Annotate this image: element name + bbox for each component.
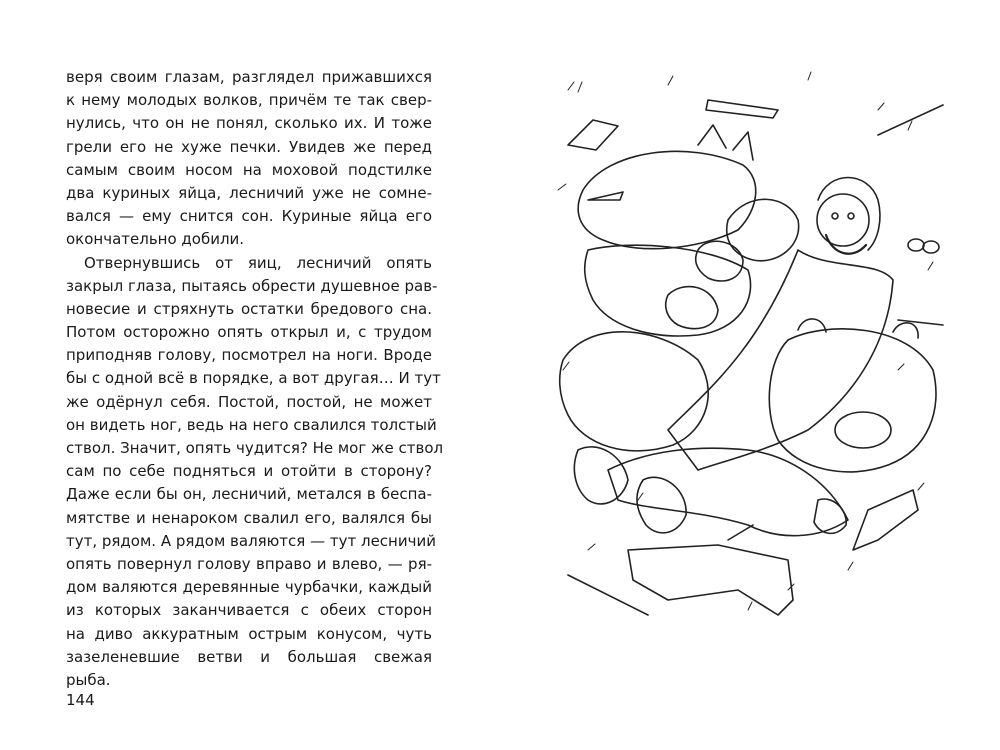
text-line: Потом осторожно опять открыл и, с трудом <box>66 323 432 342</box>
text-line: сам по себе подняться и отойти в сторону? <box>66 462 432 481</box>
text-line: к нему молодых волков, причём те так свер- <box>66 91 432 110</box>
text-line: из которых заканчивается с обеих сторон <box>66 601 432 620</box>
egg <box>923 241 939 253</box>
page-number: 144 <box>66 691 95 709</box>
wolf-body <box>560 332 708 451</box>
text-line: бы с одной всё в порядке, а вот другая… И тут <box>66 369 441 388</box>
egg <box>908 239 924 251</box>
text-line: веря своим глазам, разглядел прижавшихся <box>66 68 432 86</box>
stick <box>728 525 753 540</box>
stick <box>588 192 623 200</box>
bear <box>769 329 936 472</box>
text-line: же одёрнул себя. Постой, постой, не может <box>66 392 432 411</box>
text-line: вался — ему снится сон. Куриные яйца его <box>66 207 432 226</box>
text-line: на диво аккуратным острым конусом, чуть <box>66 624 432 643</box>
text-line: новесие и стряхнуть остатки бредового сна. <box>66 299 432 318</box>
text-line: грели его не хуже печки. Увидев же перед <box>66 137 432 156</box>
stick <box>568 120 618 150</box>
text-line: закрыл глаза, пытаясь обрести душевное рав- <box>66 276 438 295</box>
log <box>628 545 793 615</box>
forester-with-wolves-and-bear-illustration <box>548 70 948 630</box>
text-line: Даже если бы он, лесничий, метался в беспа- <box>66 485 432 504</box>
text-line: рыба. <box>66 670 111 689</box>
stick <box>878 105 943 135</box>
text-line: дом валяются деревянные чурбачки, каждый <box>66 578 432 597</box>
text-line: опять повернул голову вправо и влево, — ря- <box>66 554 432 573</box>
body-text <box>66 66 444 692</box>
wolf-body <box>585 245 751 336</box>
log <box>853 490 918 550</box>
forester-head <box>817 194 869 246</box>
boot <box>574 447 628 504</box>
text-line: два куриных яйца, лесничий уже не сомне- <box>66 183 432 202</box>
text-line: самым своим носом на моховой подстилке <box>66 160 432 179</box>
text-line: Отвернувшись от яиц, лесничий опять <box>84 253 432 272</box>
wolf-cub <box>696 241 743 281</box>
text-line: приподняв голову, посмотрел на ноги. Вроде <box>66 346 432 365</box>
stick <box>706 100 778 118</box>
text-line: окончательно добили. <box>66 230 245 249</box>
text-line: ствол. Значит, опять чудится? Не мог же ствол <box>66 439 444 457</box>
forester-coat <box>668 250 893 470</box>
text-line: он видеть ног, ведь на него свалился толстый <box>66 415 437 434</box>
text-line: нулись, что он не понял, сколько их. И тоже <box>66 114 432 133</box>
text-line: тут, рядом. А рядом валяются — тут лесничий <box>66 531 436 550</box>
wolf-cub <box>666 287 718 329</box>
text-line: мятстве и ненароком свалил его, валялся бы <box>66 508 432 527</box>
text-line: зазеленевшие ветви и большая свежая <box>66 647 432 666</box>
